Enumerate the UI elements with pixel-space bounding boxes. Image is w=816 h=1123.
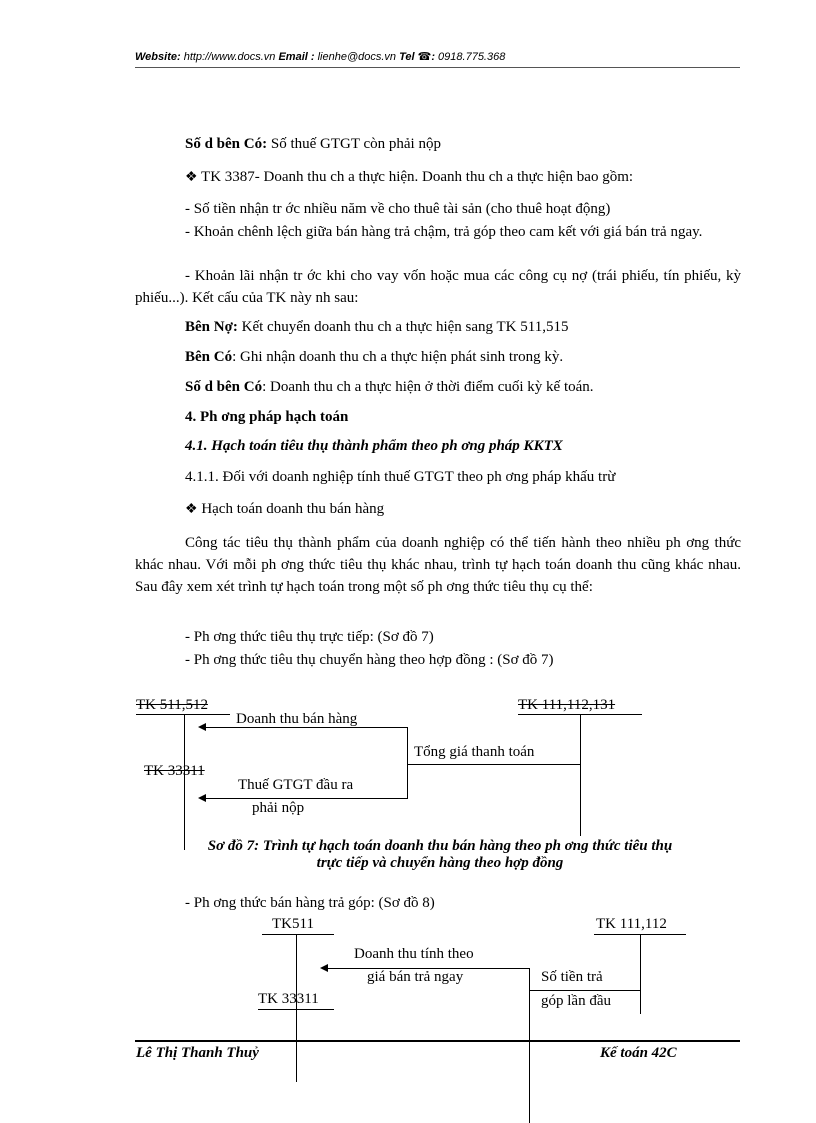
tk-511-512-label: TK 511,512 xyxy=(136,697,208,713)
installment-difference-para: - Khoản chênh lệch giữa bán hàng trả chậm, trả góp theo cam kết với giá bán trả ngay. xyxy=(185,224,703,240)
revenue-accounting-text: Hạch toán doanh thu bán hàng xyxy=(201,501,385,517)
ben-co-label: Bên Có xyxy=(185,349,233,365)
section-heading-4-1: 4.1. Hạch toán tiêu thụ thành phẩm theo ph ơng pháp KKTX xyxy=(185,438,563,454)
email-label: Email : xyxy=(278,51,315,63)
method-installment: - Ph ơng thức bán hàng trả góp: (Sơ đồ 8) xyxy=(185,895,435,911)
so-du-ben-co-text-2: : Doanh thu ch a thực hiện ở thời điểm cuối kỳ kế toán. xyxy=(262,379,594,395)
so-du-ben-co-line xyxy=(185,135,441,153)
tk-33311-label: TK 33311 xyxy=(144,763,205,779)
sales-methods-para: Công tác tiêu thụ thành phẩm của doanh nghiệp có thể tiến hành theo nhiều ph ơng thức khác nhau. Với mỗi ph ơng thức tiêu thụ khác nhau, trình tự hạch toán doanh thu cũng khác nhau. Sau đây xem xét trình tự hạch toán trong một số ph ơng thức tiêu thụ cụ thể: xyxy=(135,535,741,595)
total-payment-line xyxy=(407,764,581,765)
so-du-ben-co-text: Số thuế GTGT còn phải nộp xyxy=(267,136,441,152)
connector-line xyxy=(407,727,408,798)
page-header xyxy=(135,50,505,63)
tk-511-label: TK511 xyxy=(272,916,314,932)
website-label: Website: xyxy=(135,51,181,63)
section-heading-4: 4. Ph ơng pháp hạch toán xyxy=(185,409,349,425)
revenue-arrow-line xyxy=(205,727,408,728)
footer-author: Lê Thị Thanh Thuỷ xyxy=(136,1045,259,1061)
t-account-line xyxy=(262,934,334,935)
t-account-line xyxy=(136,714,230,715)
cash-price-revenue-label-2: giá bán trả ngay xyxy=(367,969,464,985)
t-account-line xyxy=(258,1009,334,1010)
vertical-line xyxy=(184,714,185,850)
first-payment-line xyxy=(530,990,641,991)
tk-33311-label: TK 33311 xyxy=(258,991,319,1007)
vertical-line xyxy=(296,934,297,1082)
advance-receipt-line: - Số tiền nhận tr ớc nhiều năm về cho thuê tài sản (cho thuê hoạt động) xyxy=(185,201,611,217)
arrow-left-icon xyxy=(198,723,206,731)
ben-no-text: Kết chuyển doanh thu ch a thực hiện sang TK 511,515 xyxy=(237,319,569,335)
cash-price-revenue-label-1: Doanh thu tính theo xyxy=(354,946,474,962)
ben-no-label: Bên Nợ: xyxy=(185,319,238,335)
diagram-7-caption-1: Sơ đồ 7: Trình tự hạch toán doanh thu bán hàng theo ph ơng thức tiêu thụ xyxy=(207,838,673,854)
ben-no-line xyxy=(185,318,568,336)
arrow-left-icon xyxy=(320,964,328,972)
ben-co-line xyxy=(185,348,563,366)
vertical-line xyxy=(640,934,641,1014)
tk-111-112-label: TK 111,112 xyxy=(596,916,667,932)
tel-value: 0918.775.368 xyxy=(435,51,506,63)
arrow-left-icon xyxy=(198,794,206,802)
total-payment-label: Tổng giá thanh toán xyxy=(414,744,535,760)
vertical-line xyxy=(529,968,530,1123)
revenue-label: Doanh thu bán hàng xyxy=(236,711,358,727)
vertical-line xyxy=(580,714,581,836)
method-contract: - Ph ơng thức tiêu thụ chuyển hàng theo hợp đồng : (Sơ đồ 7) xyxy=(185,652,554,668)
output-vat-label: Thuế GTGT đầu ra xyxy=(238,777,354,793)
interest-advance-para: - Khoản lãi nhận tr ớc khi cho vay vốn hoặc mua các công cụ nợ (trái phiếu, tín phiếu, kỳ phiếu...). Kết cấu của TK này nh sau: xyxy=(135,268,741,306)
tk3387-line xyxy=(185,168,633,187)
so-du-ben-co-label: Số d bên Có: xyxy=(185,136,268,152)
tk-111-112-131-label: TK 111,112,131 xyxy=(518,697,616,713)
footer-divider xyxy=(135,1040,740,1042)
first-payment-label-1: Số tiền trả xyxy=(541,969,603,985)
first-payment-label-2: góp lần đầu xyxy=(541,993,611,1009)
tk3387-text: TK 3387- Doanh thu ch a thực hiện. Doanh thu ch a thực hiện bao gồm: xyxy=(201,169,634,185)
website-value[interactable]: http://www.docs.vn xyxy=(180,51,279,63)
footer-class: Kế toán 42C xyxy=(600,1045,677,1061)
revenue-accounting-bullet xyxy=(185,500,384,519)
section-4-1-1: 4.1.1. Đối với doanh nghiệp tính thuế GTGT theo ph ơng pháp khấu trừ xyxy=(185,469,616,485)
diamond-bullet-icon: ❖ xyxy=(185,170,198,185)
so-du-ben-co-label-2: Số d bên Có xyxy=(185,379,263,395)
payable-label: phải nộp xyxy=(252,800,305,816)
vat-arrow-line xyxy=(205,798,408,799)
so-du-ben-co-line-2 xyxy=(185,378,594,396)
diagram-7-caption-2: trực tiếp và chuyển hàng theo hợp đồng xyxy=(316,855,564,871)
email-value[interactable]: lienhe@docs.vn xyxy=(314,51,400,63)
header-divider xyxy=(135,67,740,68)
method-direct: - Ph ơng thức tiêu thụ trực tiếp: (Sơ đồ 7) xyxy=(185,629,434,645)
tel-label: Tel ☎: xyxy=(399,51,435,63)
ben-co-text: : Ghi nhận doanh thu ch a thực hiện phát sinh trong kỳ. xyxy=(232,349,564,365)
diamond-bullet-icon: ❖ xyxy=(185,502,198,517)
